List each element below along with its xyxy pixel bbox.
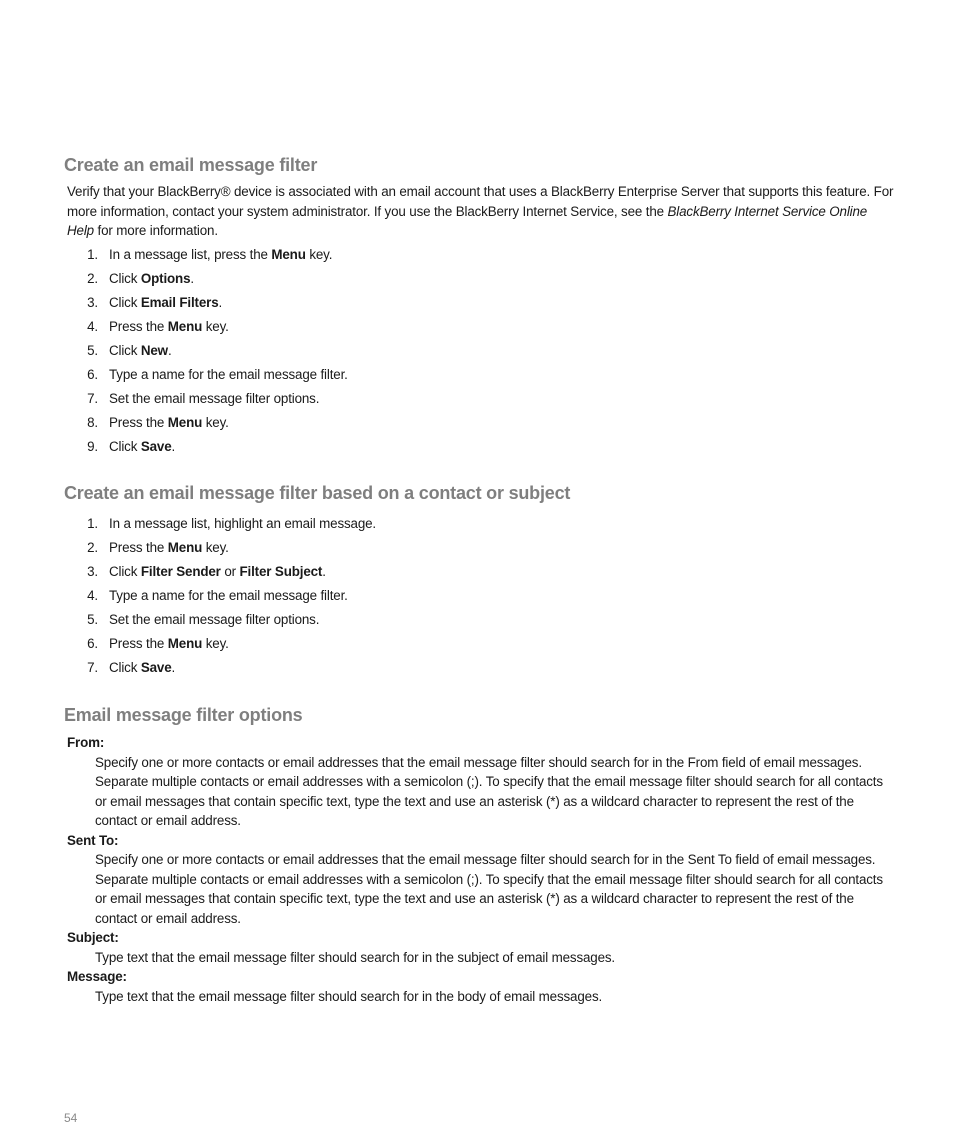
step-text: Press the (109, 319, 168, 334)
step-ui-term: Menu (271, 247, 306, 262)
step-text: key. (202, 319, 229, 334)
step-text: Set the email message filter options. (109, 391, 320, 406)
step-item (84, 514, 376, 538)
step-text: In a message list, highlight an email message. (109, 516, 377, 531)
option-desc-sent-to: Specify one or more contacts or email addresses that the email message filter should search for in the Sent To field of email messages. Separate multiple contacts or email addresses with a semicolon (;). To specify that the email message filter should search for all contacts or email messages that contain specific text, type the text and use an asterisk (*) as a wildcard character to represent the rest of the contact or email address. (95, 852, 883, 926)
intro-text-2: for more information. (93, 223, 218, 238)
step-text: Click (109, 343, 141, 358)
option-term-subject: Subject: (67, 930, 119, 945)
step-text: key. (305, 247, 333, 262)
filter-options-list (67, 733, 897, 1006)
intro-text-1: Verify that your BlackBerry® device is associated with an email account that uses a BlackBerry Enterprise Server that supports this feature. For more information, contact your system administrator. If you use the BlackBerry Internet Service, see the (67, 184, 894, 219)
option-term-message: Message: (67, 969, 127, 984)
section-heading-filter-options: Email message filter options (64, 705, 303, 725)
step-item (84, 365, 348, 389)
step-item (84, 634, 376, 658)
step-text: . (322, 564, 326, 579)
page-number: 54 (64, 1111, 78, 1125)
step-ui-term: Filter Subject (239, 564, 323, 579)
step-text: key. (202, 415, 229, 430)
step-text: key. (202, 636, 229, 651)
step-number: 2. (87, 271, 98, 286)
step-text: . (218, 295, 223, 310)
option-desc-from: Specify one or more contacts or email addresses that the email message filter should search for in the From field of email messages. Separate multiple contacts or email addresses with a semicolon (;). To specify that the email message filter should search for all contacts or email messages that contain specific text, type the text and use an asterisk (*) as a wildcard character to represent the rest of the contact or email address. (95, 754, 883, 828)
step-text: . (167, 343, 172, 358)
step-item (84, 341, 348, 365)
step-text: In a message list, press the (109, 247, 272, 262)
step-ui-term: Menu (167, 636, 203, 651)
step-item (84, 245, 348, 269)
step-number: 6. (87, 636, 98, 651)
step-ui-term: Menu (167, 319, 203, 334)
option-desc-subject: Type text that the email message filter should search for in the subject of email messages. (95, 949, 616, 965)
step-number: 1. (87, 247, 98, 262)
step-ui-term: Menu (167, 540, 203, 555)
step-text: Click (109, 439, 141, 454)
step-item (84, 562, 376, 586)
step-ui-term: Filter Sender (140, 564, 221, 579)
step-item (84, 413, 348, 437)
step-number: 7. (87, 660, 98, 675)
step-text: Press the (109, 636, 168, 651)
step-number: 7. (87, 391, 98, 406)
step-text: Click (109, 564, 141, 579)
step-text: Click (109, 295, 141, 310)
help-reference: BlackBerry Internet Service Online Help (67, 203, 868, 238)
step-ui-term: New (140, 343, 168, 358)
step-text: Set the email message filter options. (109, 612, 320, 627)
step-text: Click (109, 271, 141, 286)
step-number: 2. (87, 540, 98, 555)
step-text: Click (109, 660, 141, 675)
step-item (84, 586, 376, 610)
step-text: . (171, 439, 176, 454)
step-item (84, 437, 348, 461)
section-heading-filter-by-contact: Create an email message filter based on a contact or subject (64, 483, 571, 503)
step-text: . (190, 271, 194, 286)
step-text: key. (202, 540, 229, 555)
step-number: 5. (87, 343, 98, 358)
option-term-sent-to: Sent To: (67, 832, 119, 848)
steps-list-filter-by-contact (84, 514, 376, 682)
step-text: . (171, 660, 176, 675)
step-number: 8. (87, 415, 98, 430)
step-item (84, 610, 376, 634)
step-text: Press the (109, 540, 168, 555)
option-term-from: From: (67, 735, 105, 750)
option-desc-message: Type text that the email message filter should search for in the body of email messages. (95, 988, 603, 1004)
section-heading-create-filter: Create an email message filter (64, 155, 318, 175)
step-number: 1. (87, 516, 98, 531)
intro-paragraph (67, 182, 897, 241)
step-ui-term: Save (140, 660, 172, 675)
step-item (84, 269, 348, 293)
step-number: 4. (87, 588, 98, 603)
steps-list-create-filter (84, 245, 348, 461)
step-number: 9. (87, 439, 98, 454)
step-item (84, 658, 376, 682)
step-text: Type a name for the email message filter. (109, 367, 348, 382)
step-ui-term: Save (140, 439, 172, 454)
step-number: 3. (87, 295, 98, 310)
step-ui-term: Options (140, 271, 191, 286)
step-text: Type a name for the email message filter. (109, 588, 348, 603)
step-number: 4. (87, 319, 98, 334)
step-item (84, 538, 376, 562)
step-number: 5. (87, 612, 98, 627)
step-item (84, 317, 348, 341)
step-text: Press the (109, 415, 168, 430)
step-ui-term: Menu (167, 415, 203, 430)
step-number: 6. (87, 367, 98, 382)
step-item (84, 293, 348, 317)
step-number: 3. (87, 564, 98, 579)
step-text: or (220, 564, 240, 579)
step-item (84, 389, 348, 413)
step-ui-term: Email Filters (140, 295, 219, 310)
